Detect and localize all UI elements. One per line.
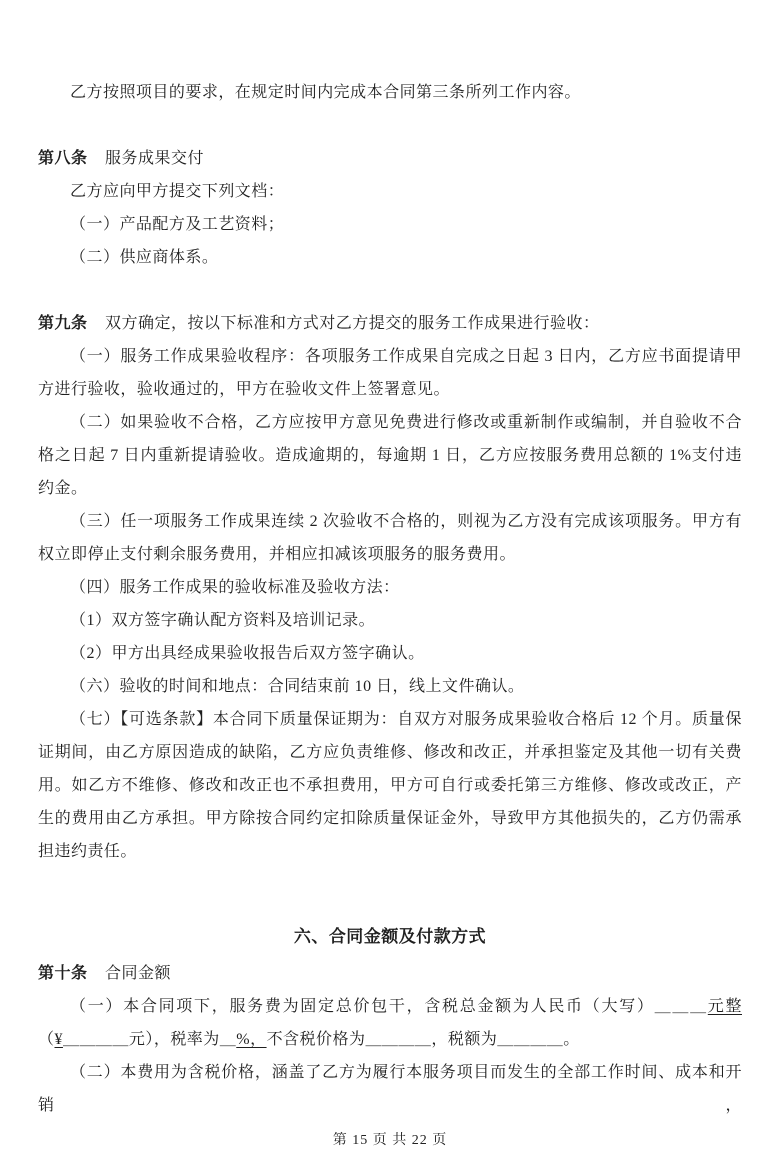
clause-9-item-2: （二）如果验收不合格，乙方应按甲方意见免费进行修改或重新制作或编制，并自验收不合格之日起 7 日内重新提请验收。造成逾期的，每逾期 1 日，乙方应按服务费用总额的 1%支付违约金。 — [38, 414, 742, 497]
contract-amount-line-1: （一）本合同项下，服务费为固定总价包干，含税总金额为人民币（大写）＿＿＿元整 — [70, 998, 742, 1015]
clause-9-item-4: （四）服务工作成果的验收标准及验收方法： — [70, 579, 400, 596]
clause-9-item-1: （一）服务工作成果验收程序：各项服务工作成果自完成之日起 3 日内，乙方应书面提请甲方进行验收，验收通过的，甲方在验收文件上签署意见。 — [38, 348, 742, 398]
clause-9-item-3: （三）任一项服务工作成果连续 2 次验收不合格的，则视为乙方没有完成该项服务。甲方有权立即停止支付剩余服务费用，并相应扣减该项服务的服务费用。 — [38, 513, 742, 563]
contract-amount-line-2: （¥＿＿＿＿元），税率为＿%，不含税价格为＿＿＿＿，税额为＿＿＿＿。 — [38, 1031, 580, 1048]
clause-9-item-4-sub-2: （2）甲方出具经成果验收报告后双方签字确认。 — [70, 645, 425, 662]
clause-9-heading — [38, 307, 742, 340]
clause-8-lead: 乙方应向甲方提交下列文档： — [70, 183, 285, 200]
clause-8-item-2: （二）供应商体系。 — [70, 249, 219, 266]
page-number-footer: 第 15 页 共 22 页 — [332, 1133, 448, 1148]
clause-10-title: 合同金额 — [105, 965, 171, 982]
clause-9-title: 双方确定，按以下标准和方式对乙方提交的服务工作成果进行验收： — [105, 315, 600, 332]
clause-10-heading — [38, 957, 742, 990]
clause-9-number: 第九条 — [38, 315, 88, 332]
clause-8-title: 服务成果交付 — [105, 150, 204, 167]
clause-8-number: 第八条 — [38, 150, 88, 167]
clause-9-item-7: （七）【可选条款】本合同下质量保证期为：自双方对服务成果验收合格后 12 个月。质量保证期间，由乙方原因造成的缺陷，乙方应负责维修、修改和改正，并承担鉴定及其他一切有关费用。如乙方不维修、修改和改正也不承担费用，甲方可自行或委托第三方维修、修改或改正，产生的费用由乙方承担。甲方除按合同约定扣除质量保证金外，导致甲方其他损失的，乙方仍需承担违约责任。 — [38, 711, 742, 860]
clause-8-heading — [38, 142, 742, 175]
clause-10-number: 第十条 — [38, 965, 88, 982]
paragraph-intro: 乙方按照项目的要求，在规定时间内完成本合同第三条所列工作内容。 — [70, 84, 581, 101]
clause-9-item-4-sub-1: （1）双方签字确认配方资料及培训记录。 — [70, 612, 376, 629]
chapter-6-heading: 六、合同金额及付款方式 — [293, 927, 487, 946]
clause-9-item-6: （六）验收的时间和地点：合同结束前 10 日，线上文件确认。 — [70, 678, 525, 695]
clause-10-item-2: （二）本费用为含税价格，涵盖了乙方为履行本服务项目而发生的全部工作时间、成本和开销， — [38, 1064, 742, 1114]
clause-8-item-1: （一）产品配方及工艺资料； — [70, 216, 285, 233]
